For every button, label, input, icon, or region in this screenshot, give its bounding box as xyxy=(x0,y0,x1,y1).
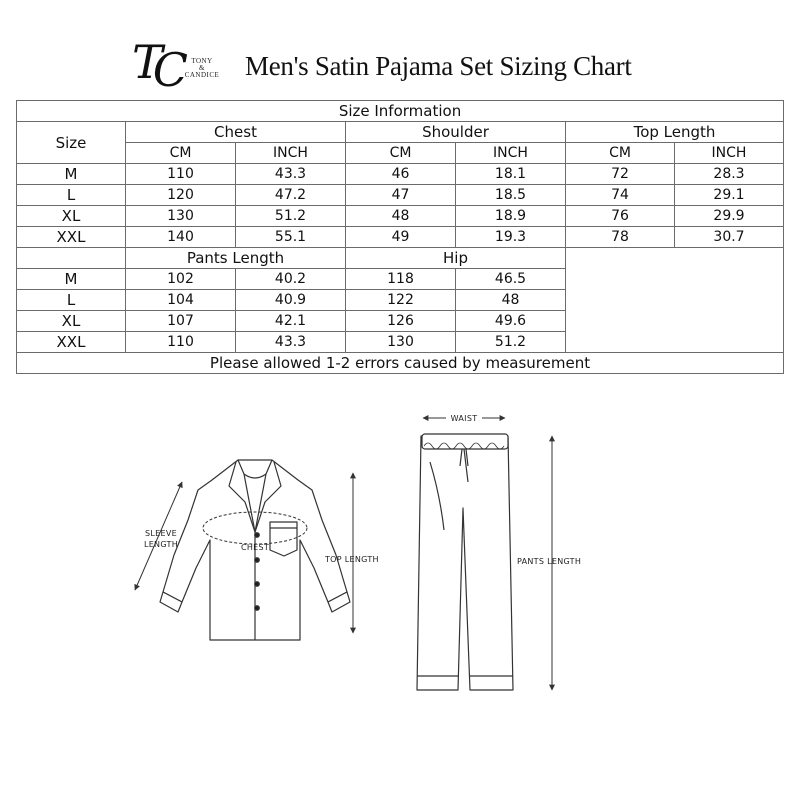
table-cell: 102 xyxy=(126,269,236,290)
top-length-label: TOP LENGTH xyxy=(325,555,379,564)
table-cell: 130 xyxy=(346,332,456,353)
pants-length-label: PANTS LENGTH xyxy=(517,557,582,566)
sleeve-length-label-line2: LENGTH xyxy=(143,540,179,549)
table-cell: 122 xyxy=(346,290,456,311)
table-cell: 49.6 xyxy=(456,311,566,332)
table-row xyxy=(17,164,784,185)
size-cell: XL xyxy=(17,206,126,227)
measurement-diagram xyxy=(0,390,800,790)
chest-header: Chest xyxy=(126,122,346,143)
top-length-header: Top Length xyxy=(566,122,784,143)
sleeve-length-label-line1: SLEEVE xyxy=(145,529,177,538)
table-unit-row xyxy=(17,143,784,164)
table-cell: 47 xyxy=(346,185,456,206)
table-cell: 110 xyxy=(126,164,236,185)
chest-label: CHEST xyxy=(240,543,270,552)
table-cell: 28.3 xyxy=(675,164,784,185)
table-cell: 30.7 xyxy=(675,227,784,248)
table-cell: 18.9 xyxy=(456,206,566,227)
size-cell: L xyxy=(17,290,126,311)
blank-cell xyxy=(17,248,126,269)
table-row xyxy=(17,206,784,227)
table-cell: 72 xyxy=(566,164,675,185)
table-caption: Size Information xyxy=(17,101,784,122)
blank-cell xyxy=(566,248,784,353)
size-cell: M xyxy=(17,269,126,290)
header xyxy=(0,30,800,100)
table-cell: 51.2 xyxy=(236,206,346,227)
size-cell: M xyxy=(17,164,126,185)
table-cell: 18.1 xyxy=(456,164,566,185)
table-footer-row xyxy=(17,353,784,374)
table-cell: 40.2 xyxy=(236,269,346,290)
table-cell: 48 xyxy=(346,206,456,227)
unit-header: INCH xyxy=(456,143,566,164)
table-cell: 42.1 xyxy=(236,311,346,332)
table-cell: 110 xyxy=(126,332,236,353)
unit-header: CM xyxy=(126,143,236,164)
table-cell: 104 xyxy=(126,290,236,311)
table-caption-row xyxy=(17,101,784,122)
waist-label: WAIST xyxy=(450,414,478,423)
table-cell: 55.1 xyxy=(236,227,346,248)
size-cell: XXL xyxy=(17,332,126,353)
table-cell: 47.2 xyxy=(236,185,346,206)
table-cell: 18.5 xyxy=(456,185,566,206)
table-row xyxy=(17,227,784,248)
table-row xyxy=(17,185,784,206)
size-table xyxy=(16,100,784,374)
brand-logo xyxy=(132,36,242,96)
table-cell: 126 xyxy=(346,311,456,332)
table-header-row xyxy=(17,248,784,269)
table-cell: 40.9 xyxy=(236,290,346,311)
table-cell: 49 xyxy=(346,227,456,248)
size-cell: XL xyxy=(17,311,126,332)
table-cell: 74 xyxy=(566,185,675,206)
pants-illustration xyxy=(417,434,513,690)
unit-header: CM xyxy=(346,143,456,164)
table-cell: 118 xyxy=(346,269,456,290)
table-cell: 29.9 xyxy=(675,206,784,227)
size-column-header: Size xyxy=(17,122,126,164)
table-cell: 78 xyxy=(566,227,675,248)
logo-monogram: TC xyxy=(132,35,174,97)
table-cell: 140 xyxy=(126,227,236,248)
shoulder-header: Shoulder xyxy=(346,122,566,143)
table-cell: 48 xyxy=(456,290,566,311)
table-cell: 43.3 xyxy=(236,332,346,353)
table-cell: 120 xyxy=(126,185,236,206)
table-cell: 51.2 xyxy=(456,332,566,353)
table-cell: 46 xyxy=(346,164,456,185)
table-cell: 29.1 xyxy=(675,185,784,206)
table-cell: 43.3 xyxy=(236,164,346,185)
unit-header: CM xyxy=(566,143,675,164)
table-cell: 76 xyxy=(566,206,675,227)
measurement-note: Please allowed 1-2 errors caused by measurement xyxy=(17,353,784,374)
table-cell: 46.5 xyxy=(456,269,566,290)
table-cell: 19.3 xyxy=(456,227,566,248)
size-cell: XXL xyxy=(17,227,126,248)
logo-wordmark: TONY & CANDICE xyxy=(184,57,220,79)
table-header-row xyxy=(17,122,784,143)
unit-header: INCH xyxy=(675,143,784,164)
size-cell: L xyxy=(17,185,126,206)
hip-header: Hip xyxy=(346,248,566,269)
unit-header: INCH xyxy=(236,143,346,164)
pants-length-header: Pants Length xyxy=(126,248,346,269)
page-title: Men's Satin Pajama Set Sizing Chart xyxy=(245,51,632,81)
table-cell: 130 xyxy=(126,206,236,227)
table-cell: 107 xyxy=(126,311,236,332)
